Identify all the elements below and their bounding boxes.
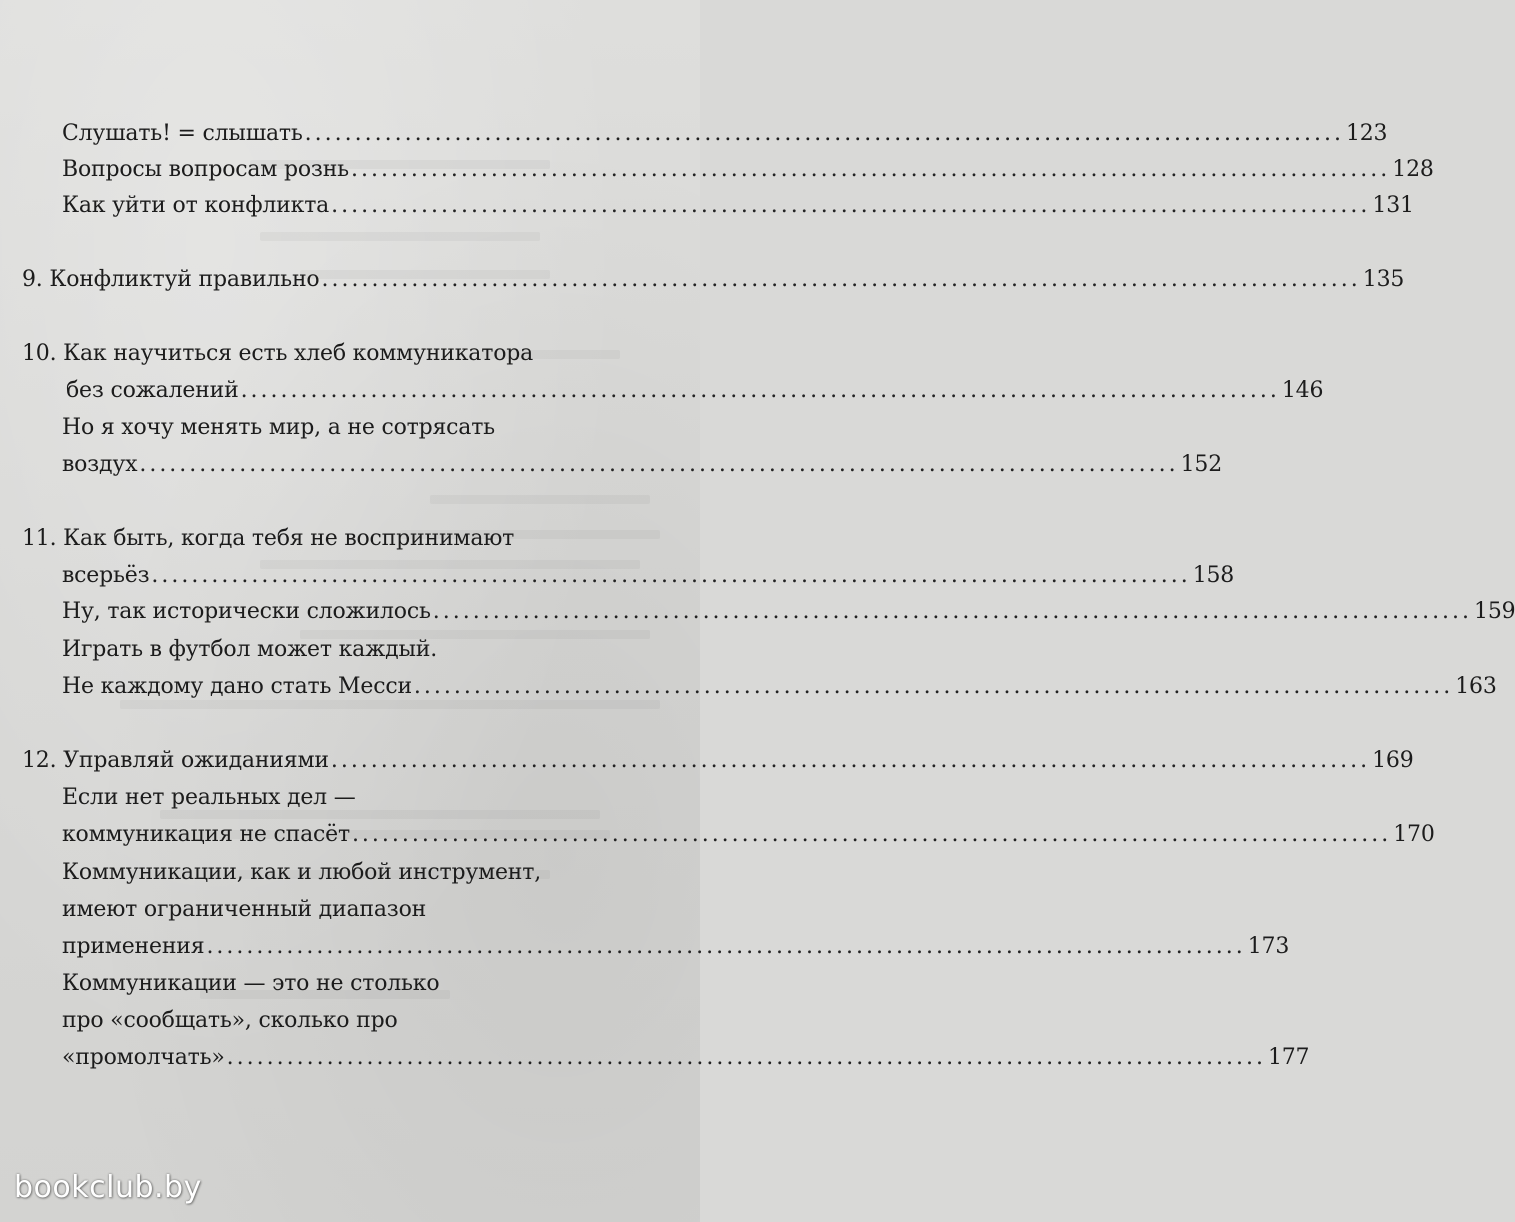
toc-entry-title: Если нет реальных дел — xyxy=(62,785,356,810)
toc-page-number: 152 xyxy=(1180,452,1223,477)
toc-entry-title: без сожалений xyxy=(66,378,239,403)
toc-entry xyxy=(0,152,1434,188)
toc-entry-continuation xyxy=(0,447,1223,483)
leader-dots: ........................................................................................................ xyxy=(240,378,1280,403)
leader-dots: ........................................................................................................ xyxy=(151,563,1191,588)
toc-entry-continuation xyxy=(0,373,1324,409)
leader-dots: ........................................................................................................ xyxy=(330,748,1371,773)
toc-entry-title: Коммуникации — это не столько xyxy=(62,971,440,996)
toc-page-number: 169 xyxy=(1372,748,1414,773)
toc-chapter-title: 10. Как научиться есть хлеб коммуникатора xyxy=(22,341,534,366)
toc-entry-continuation xyxy=(0,929,1290,965)
toc-entry-title: «промолчать» xyxy=(62,1045,225,1070)
toc-page-number: 158 xyxy=(1192,563,1235,588)
site-watermark: bookclub.by xyxy=(14,1170,202,1205)
toc-page-number: 170 xyxy=(1393,822,1435,847)
toc-entry xyxy=(0,188,1414,224)
toc-entry xyxy=(0,855,700,891)
leader-dots: ........................................................................................................ xyxy=(350,157,1391,182)
toc-entry-title: Слушать! = слышать xyxy=(62,121,303,146)
toc-chapter-title: 9. Конфликтуй правильно xyxy=(22,267,320,292)
toc-entry xyxy=(0,780,700,816)
toc-entry xyxy=(0,410,700,446)
leader-dots: ........................................................................................................ xyxy=(304,121,1344,146)
toc-entry-title: Коммуникации, как и любой инструмент, xyxy=(62,860,542,885)
toc-entry-title: Ну, так исторически сложилось xyxy=(62,599,431,624)
leader-dots: ........................................................................................................ xyxy=(206,934,1246,959)
toc-page-number: 123 xyxy=(1345,121,1388,146)
toc-entry-title: Но я хочу менять мир, а не сотрясать xyxy=(62,415,495,440)
toc-entry-title: всерьёз xyxy=(62,563,150,588)
toc-entry-continuation xyxy=(0,669,1497,705)
toc-page-number: 146 xyxy=(1281,378,1324,403)
toc-entry-title: Вопросы вопросам рознь xyxy=(62,157,349,182)
toc-chapter-title: 11. Как быть, когда тебя не воспринимают xyxy=(22,526,515,551)
toc-entry-title: применения xyxy=(62,934,205,959)
toc-entry xyxy=(0,594,1515,630)
toc-entry xyxy=(0,966,700,1002)
leader-dots: ........................................................................................................ xyxy=(432,599,1473,624)
toc-entry-continuation xyxy=(0,1003,700,1039)
toc-entry-title: Не каждому дано стать Месси xyxy=(62,674,412,699)
toc-chapter-title: 12. Управляй ожиданиями xyxy=(22,748,329,773)
leader-dots: ........................................................................................................ xyxy=(351,822,1392,847)
leader-dots: ........................................................................................................ xyxy=(331,193,1371,218)
toc-entry-title: имеют ограниченный диапазон xyxy=(62,897,427,922)
toc-page-number: 128 xyxy=(1392,157,1434,182)
toc-entry-title: коммуникация не спасёт xyxy=(62,822,350,847)
toc-chapter xyxy=(0,336,700,372)
toc-page-number: 163 xyxy=(1455,674,1497,699)
toc-entry-continuation xyxy=(0,558,1235,594)
toc-entry-title: Как уйти от конфликта xyxy=(62,193,330,218)
toc-chapter xyxy=(0,743,1414,779)
toc-entry-title: Играть в футбол может каждый. xyxy=(62,637,438,662)
toc-page-number: 131 xyxy=(1372,193,1414,218)
toc-entry-continuation xyxy=(0,817,1435,853)
leader-dots: ........................................................................................................ xyxy=(321,267,1361,292)
toc-entry-title: про «сообщать», сколько про xyxy=(62,1008,398,1033)
leader-dots: ........................................................................................................ xyxy=(413,674,1454,699)
toc-entry xyxy=(0,632,700,668)
toc-entry xyxy=(0,116,1388,152)
toc-page-number: 135 xyxy=(1362,267,1405,292)
toc-entry-continuation xyxy=(0,1040,1310,1076)
toc-chapter xyxy=(0,521,700,557)
leader-dots: ........................................................................................................ xyxy=(139,452,1179,477)
toc-page-number: 159 xyxy=(1474,599,1515,624)
leader-dots: ........................................................................................................ xyxy=(226,1045,1266,1070)
toc-chapter xyxy=(0,262,1405,298)
toc-page-number: 177 xyxy=(1267,1045,1310,1070)
toc-page-number: 173 xyxy=(1247,934,1290,959)
toc-entry-title: воздух xyxy=(62,452,138,477)
toc-entry-continuation xyxy=(0,892,700,928)
